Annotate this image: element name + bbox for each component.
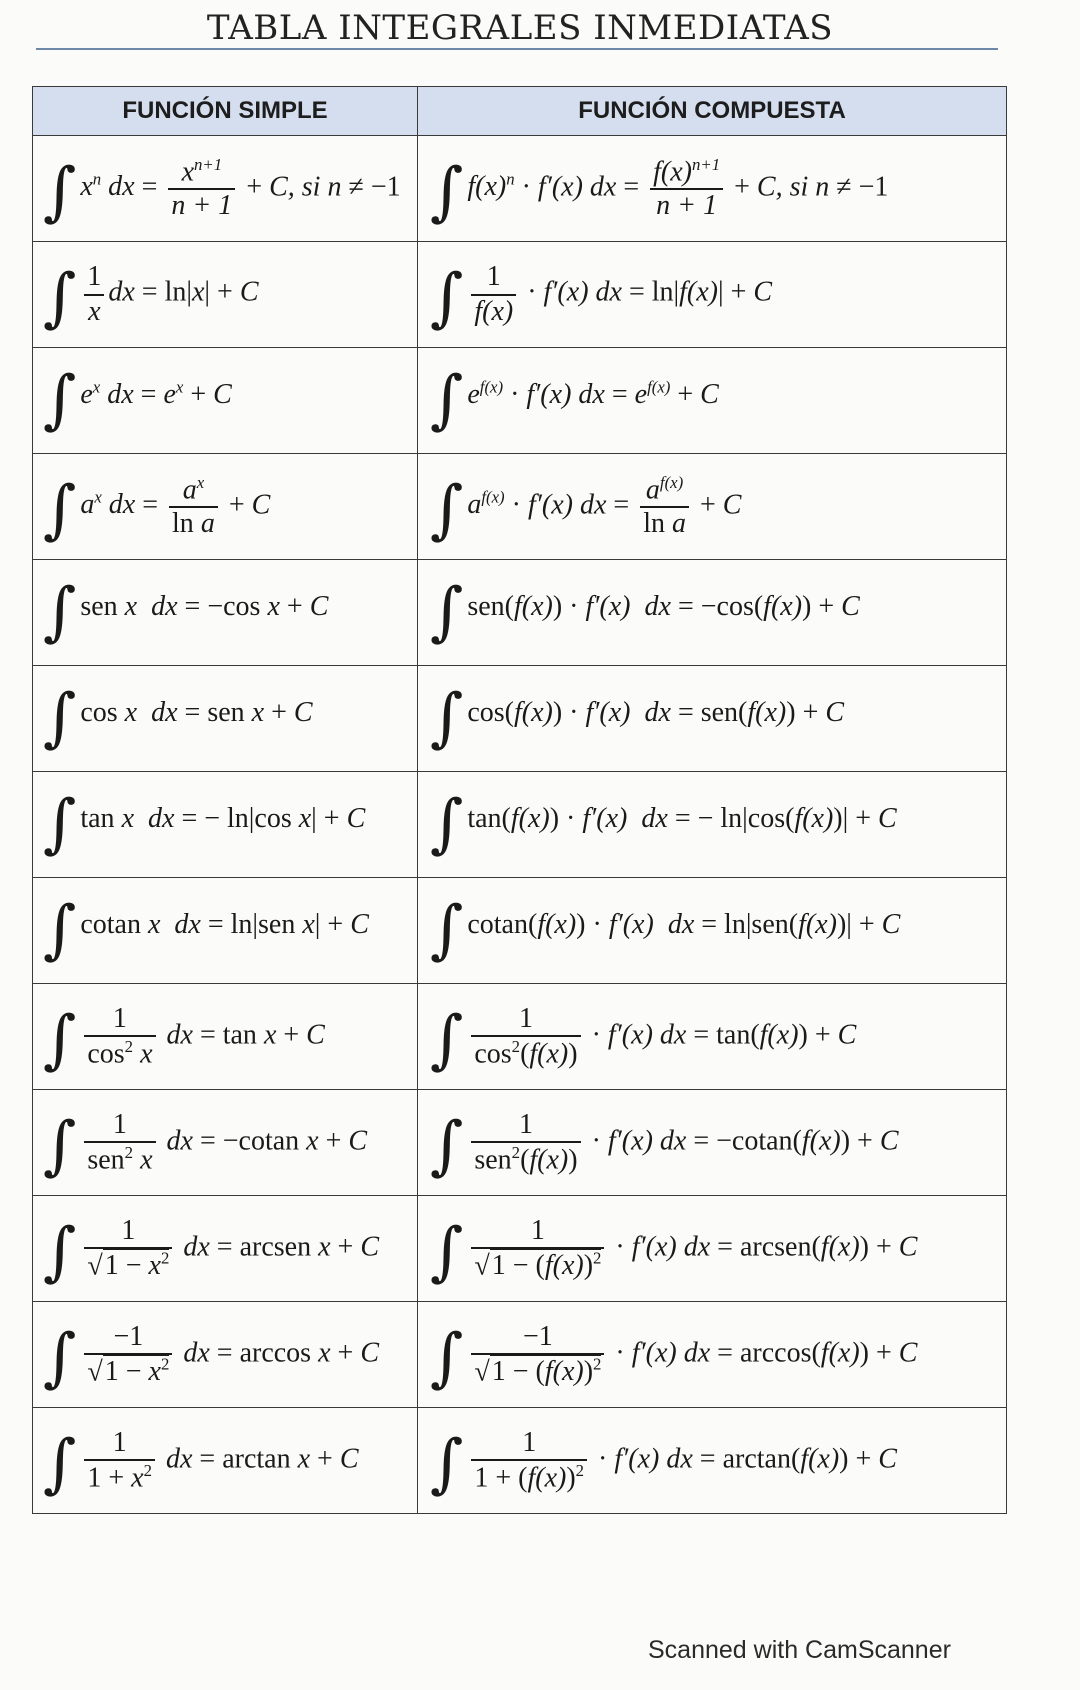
title-underline xyxy=(36,48,998,50)
scanner-watermark: Scanned with CamScanner xyxy=(648,1636,951,1664)
formula-compound: ∫ $e^{f(x)} \cdot f'(x)$ dx = $e^{f(x)} + C$ xyxy=(418,348,1007,454)
table-row xyxy=(33,984,1007,1090)
formula-compound: ∫ $\frac{-1}{√1 - (f(x))^2}$ · f′(x) dx = arccos(f(x)) + C xyxy=(418,1302,1007,1408)
formula-compound: ∫ $\frac{1}{1 + (f(x))^2}$ · f′(x) dx = arctan(f(x)) + C xyxy=(418,1408,1007,1514)
formula-simple: ∫ $\frac{1}{√1 - x^2}$ dx = arcsen x + C xyxy=(33,1196,418,1302)
formula-compound: ∫ sen(f(x)) · f′(x) dx = −cos(f(x)) + C xyxy=(418,560,1007,666)
formula-simple: ∫ $\frac{1}{\cos^2 x}$ dx = tan x + C xyxy=(33,984,418,1090)
formula-compound: ∫ cos(f(x)) · f′(x) dx = sen(f(x)) + C xyxy=(418,666,1007,772)
formula-simple: ∫ $a^x$ dx = $\frac{a^x}{\text{ln a}}$ + C xyxy=(33,454,418,560)
table-row xyxy=(33,666,1007,772)
header-simple-function: FUNCIÓN SIMPLE xyxy=(33,87,418,136)
table-row xyxy=(33,560,1007,666)
table-row xyxy=(33,1302,1007,1408)
formula-compound: ∫ cotan(f(x)) · f′(x) dx = ln|sen(f(x))| + C xyxy=(418,878,1007,984)
formula-compound: ∫ $\frac{1}{√1 - (f(x))^2}$ · f′(x) dx = arcsen(f(x)) + C xyxy=(418,1196,1007,1302)
table-row xyxy=(33,242,1007,348)
table-row xyxy=(33,772,1007,878)
formula-simple: ∫ tan x dx = − ln|cos x| + C xyxy=(33,772,418,878)
formula-simple: ∫ $\frac{1}{sen^2 x}$ dx = −cotan x + C xyxy=(33,1090,418,1196)
table-row xyxy=(33,878,1007,984)
formula-simple: ∫ $\frac{1}{x}$ dx = ln|x| + C xyxy=(33,242,418,348)
table-row xyxy=(33,1408,1007,1514)
formula-compound: ∫ $\frac{1}{sen^2(f(x))}$ · f′(x) dx = −cotan(f(x)) + C xyxy=(418,1090,1007,1196)
formula-simple: ∫ $\frac{-1}{√1 - x^2}$ dx = arccos x + C xyxy=(33,1302,418,1408)
formula-compound: ∫ $a^{f(x)} \cdot f'(x)$ dx = $\frac{a^{f(x)}}{\text{ln a}}$ + C xyxy=(418,454,1007,560)
table-row xyxy=(33,454,1007,560)
header-compound-function: FUNCIÓN COMPUESTA xyxy=(418,87,1007,136)
formula-simple: ∫ cotan x dx = ln|sen x| + C xyxy=(33,878,418,984)
formula-simple: ∫ $\frac{1}{1 + x^2}$ dx = arctan x + C xyxy=(33,1408,418,1514)
formula-compound: ∫ $\frac{1}{f(x)}$ · f′(x) dx = ln|f(x)| + C xyxy=(418,242,1007,348)
formula-compound: ∫ $f(x)^n \cdot f'(x)$ dx = $\frac{f(x)^{n+1}}{n + 1}$ + C, si n ≠ −1 xyxy=(418,136,1007,242)
formula-simple: ∫ $x^n$ dx = $\frac{x^{n+1}}{n + 1}$ + C, si n ≠ −1 xyxy=(33,136,418,242)
integrals-table xyxy=(32,86,1007,1514)
formula-compound: ∫ tan(f(x)) · f′(x) dx = − ln|cos(f(x))| + C xyxy=(418,772,1007,878)
formula-simple: ∫ $e^x$ dx = $e^x + C$ xyxy=(33,348,418,454)
table-row xyxy=(33,1196,1007,1302)
page-title: TABLA INTEGRALES INMEDIATAS xyxy=(206,8,834,48)
table-row xyxy=(33,136,1007,242)
table-header-row xyxy=(33,87,1007,136)
formula-compound: ∫ $\frac{1}{\cos^2(f(x))}$ · f′(x) dx = tan(f(x)) + C xyxy=(418,984,1007,1090)
formula-simple: ∫ sen x dx = −cos x + C xyxy=(33,560,418,666)
table-row xyxy=(33,1090,1007,1196)
formula-simple: ∫ cos x dx = sen x + C xyxy=(33,666,418,772)
table-row xyxy=(33,348,1007,454)
